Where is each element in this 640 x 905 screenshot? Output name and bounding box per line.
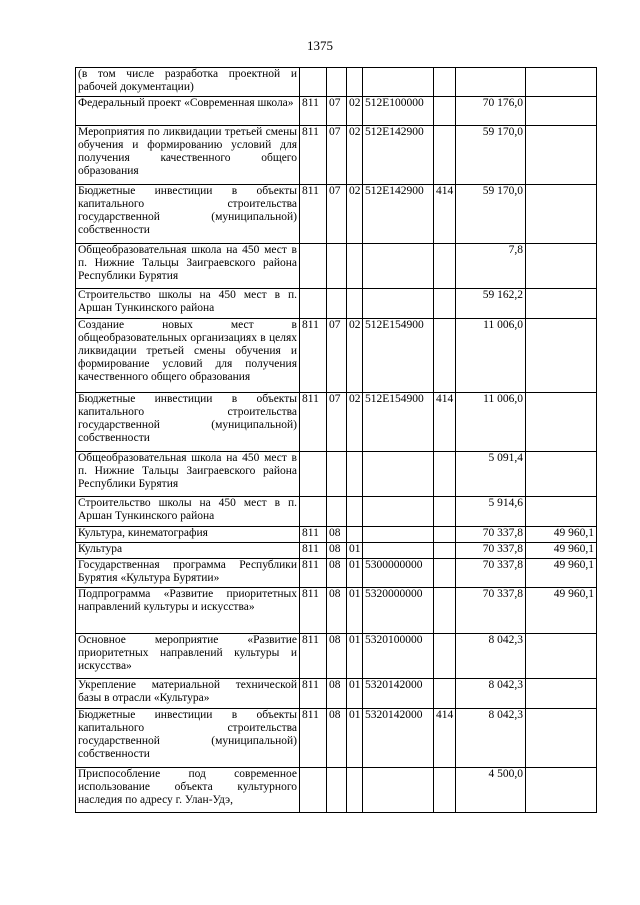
ministry-code-cell: 811 (300, 543, 327, 559)
amount-year2-cell (526, 68, 597, 97)
section-code-cell (327, 244, 347, 289)
subsection-code-cell: 02 (347, 97, 363, 126)
subsection-code-cell: 01 (347, 588, 363, 634)
item-name-cell: Подпрограмма «Развитие приоритетных направлений культуры и искусства» (76, 588, 300, 634)
item-name-cell: Государственная программа Республики Бурятия «Культура Бурятии» (76, 559, 300, 588)
expense-type-cell (434, 679, 456, 709)
amount-year2-cell (526, 185, 597, 244)
expense-type-cell: 414 (434, 393, 456, 452)
target-article-cell (363, 543, 434, 559)
table-row (76, 244, 597, 289)
amount-year2-cell (526, 634, 597, 679)
expense-type-cell (434, 527, 456, 543)
ministry-code-cell (300, 68, 327, 97)
section-code-cell: 07 (327, 97, 347, 126)
ministry-code-cell: 811 (300, 709, 327, 768)
table-row (76, 393, 597, 452)
table-row (76, 185, 597, 244)
amount-year2-cell (526, 319, 597, 393)
table-row (76, 559, 597, 588)
amount-year1-cell: 8 042,3 (456, 679, 526, 709)
subsection-code-cell: 01 (347, 679, 363, 709)
section-code-cell: 08 (327, 709, 347, 768)
section-code-cell: 07 (327, 319, 347, 393)
target-article-cell: 512E154900 (363, 319, 434, 393)
subsection-code-cell: 01 (347, 634, 363, 679)
amount-year1-cell: 59 170,0 (456, 185, 526, 244)
target-article-cell: 512E100000 (363, 97, 434, 126)
section-code-cell: 07 (327, 185, 347, 244)
amount-year2-cell (526, 497, 597, 527)
subsection-code-cell (347, 768, 363, 813)
table-row (76, 709, 597, 768)
target-article-cell (363, 768, 434, 813)
amount-year1-cell: 59 170,0 (456, 126, 526, 185)
amount-year2-cell: 49 960,1 (526, 588, 597, 634)
amount-year2-cell: 49 960,1 (526, 543, 597, 559)
subsection-code-cell: 02 (347, 319, 363, 393)
ministry-code-cell: 811 (300, 588, 327, 634)
amount-year1-cell (456, 68, 526, 97)
expense-type-cell (434, 497, 456, 527)
ministry-code-cell (300, 289, 327, 319)
item-name-cell: Мероприятия по ликвидации третьей смены обучения и формированию условий для получения качественного общего образования (76, 126, 300, 185)
item-name-cell: Федеральный проект «Современная школа» (76, 97, 300, 126)
amount-year1-cell: 7,8 (456, 244, 526, 289)
section-code-cell (327, 452, 347, 497)
table-row (76, 588, 597, 634)
target-article-cell (363, 68, 434, 97)
item-name-cell: (в том числе разработка проектной и рабочей документации) (76, 68, 300, 97)
item-name-cell: Укрепление материальной технической базы в отрасли «Культура» (76, 679, 300, 709)
expense-type-cell (434, 543, 456, 559)
table-row (76, 97, 597, 126)
subsection-code-cell: 01 (347, 709, 363, 768)
ministry-code-cell (300, 768, 327, 813)
ministry-code-cell (300, 244, 327, 289)
table-row (76, 126, 597, 185)
item-name-cell: Строительство школы на 450 мест в п. Аршан Тункинского района (76, 289, 300, 319)
ministry-code-cell: 811 (300, 559, 327, 588)
target-article-cell: 5320142000 (363, 709, 434, 768)
item-name-cell: Бюджетные инвестиции в объекты капитального строительства государственной (муниципальной) собственности (76, 185, 300, 244)
item-name-cell: Создание новых мест в общеобразовательных организациях в целях ликвидации третьей смены обучения и формирование условий для получения качественного общего образования (76, 319, 300, 393)
table-row (76, 768, 597, 813)
table-row (76, 289, 597, 319)
amount-year1-cell: 70 176,0 (456, 97, 526, 126)
amount-year2-cell (526, 244, 597, 289)
amount-year2-cell (526, 768, 597, 813)
subsection-code-cell: 02 (347, 393, 363, 452)
amount-year2-cell: 49 960,1 (526, 527, 597, 543)
ministry-code-cell (300, 497, 327, 527)
target-article-cell (363, 497, 434, 527)
target-article-cell: 5320000000 (363, 588, 434, 634)
ministry-code-cell: 811 (300, 97, 327, 126)
amount-year1-cell: 5 914,6 (456, 497, 526, 527)
ministry-code-cell (300, 452, 327, 497)
section-code-cell: 08 (327, 559, 347, 588)
subsection-code-cell (347, 289, 363, 319)
expense-type-cell: 414 (434, 709, 456, 768)
target-article-cell: 512E142900 (363, 185, 434, 244)
ministry-code-cell: 811 (300, 393, 327, 452)
amount-year1-cell: 4 500,0 (456, 768, 526, 813)
section-code-cell (327, 768, 347, 813)
target-article-cell (363, 244, 434, 289)
amount-year1-cell: 70 337,8 (456, 527, 526, 543)
expense-type-cell (434, 97, 456, 126)
expense-type-cell (434, 559, 456, 588)
subsection-code-cell (347, 497, 363, 527)
target-article-cell (363, 527, 434, 543)
table-row (76, 497, 597, 527)
section-code-cell: 08 (327, 527, 347, 543)
amount-year1-cell: 11 006,0 (456, 319, 526, 393)
subsection-code-cell: 01 (347, 543, 363, 559)
target-article-cell: 512E142900 (363, 126, 434, 185)
expense-type-cell (434, 126, 456, 185)
expense-type-cell (434, 768, 456, 813)
subsection-code-cell: 02 (347, 185, 363, 244)
expense-type-cell (434, 68, 456, 97)
target-article-cell (363, 289, 434, 319)
target-article-cell: 512E154900 (363, 393, 434, 452)
amount-year1-cell: 59 162,2 (456, 289, 526, 319)
item-name-cell: Общеобразовательная школа на 450 мест в п. Нижние Тальцы Заиграевского района Республики Бурятия (76, 244, 300, 289)
item-name-cell: Строительство школы на 450 мест в п. Аршан Тункинского района (76, 497, 300, 527)
table-row (76, 319, 597, 393)
table-row (76, 452, 597, 497)
amount-year1-cell: 8 042,3 (456, 634, 526, 679)
amount-year1-cell: 70 337,8 (456, 543, 526, 559)
expense-type-cell (434, 452, 456, 497)
subsection-code-cell: 01 (347, 559, 363, 588)
target-article-cell: 5320100000 (363, 634, 434, 679)
amount-year1-cell: 8 042,3 (456, 709, 526, 768)
item-name-cell: Культура, кинематография (76, 527, 300, 543)
amount-year1-cell: 5 091,4 (456, 452, 526, 497)
ministry-code-cell: 811 (300, 634, 327, 679)
amount-year2-cell (526, 679, 597, 709)
amount-year1-cell: 11 006,0 (456, 393, 526, 452)
amount-year2-cell (526, 97, 597, 126)
subsection-code-cell: 02 (347, 126, 363, 185)
section-code-cell (327, 68, 347, 97)
section-code-cell (327, 289, 347, 319)
amount-year1-cell: 70 337,8 (456, 588, 526, 634)
ministry-code-cell: 811 (300, 126, 327, 185)
amount-year2-cell (526, 709, 597, 768)
ministry-code-cell: 811 (300, 527, 327, 543)
table-row (76, 527, 597, 543)
table-row (76, 634, 597, 679)
section-code-cell (327, 497, 347, 527)
section-code-cell: 07 (327, 126, 347, 185)
section-code-cell: 08 (327, 543, 347, 559)
amount-year2-cell (526, 126, 597, 185)
budget-table (75, 67, 597, 813)
item-name-cell: Культура (76, 543, 300, 559)
table-row (76, 543, 597, 559)
amount-year2-cell: 49 960,1 (526, 559, 597, 588)
expense-type-cell (434, 634, 456, 679)
subsection-code-cell (347, 68, 363, 97)
expense-type-cell (434, 289, 456, 319)
item-name-cell: Бюджетные инвестиции в объекты капитального строительства государственной (муниципальной) собственности (76, 709, 300, 768)
table-row (76, 68, 597, 97)
amount-year2-cell (526, 393, 597, 452)
amount-year2-cell (526, 289, 597, 319)
amount-year1-cell: 70 337,8 (456, 559, 526, 588)
subsection-code-cell (347, 244, 363, 289)
expense-type-cell (434, 244, 456, 289)
item-name-cell: Бюджетные инвестиции в объекты капитального строительства государственной (муниципальной) собственности (76, 393, 300, 452)
subsection-code-cell (347, 452, 363, 497)
section-code-cell: 08 (327, 679, 347, 709)
amount-year2-cell (526, 452, 597, 497)
ministry-code-cell: 811 (300, 185, 327, 244)
ministry-code-cell: 811 (300, 319, 327, 393)
subsection-code-cell (347, 527, 363, 543)
expense-type-cell (434, 319, 456, 393)
item-name-cell: Общеобразовательная школа на 450 мест в п. Нижние Тальцы Заиграевского района Республики Бурятия (76, 452, 300, 497)
target-article-cell: 5320142000 (363, 679, 434, 709)
section-code-cell: 08 (327, 588, 347, 634)
target-article-cell: 5300000000 (363, 559, 434, 588)
item-name-cell: Приспособление под современное использование объекта культурного наследия по адресу г. Улан-Удэ, (76, 768, 300, 813)
page-number: 1375 (307, 38, 333, 53)
section-code-cell: 07 (327, 393, 347, 452)
table-row (76, 679, 597, 709)
item-name-cell: Основное мероприятие «Развитие приоритетных направлений культуры и искусства» (76, 634, 300, 679)
ministry-code-cell: 811 (300, 679, 327, 709)
expense-type-cell: 414 (434, 185, 456, 244)
target-article-cell (363, 452, 434, 497)
section-code-cell: 08 (327, 634, 347, 679)
expense-type-cell (434, 588, 456, 634)
